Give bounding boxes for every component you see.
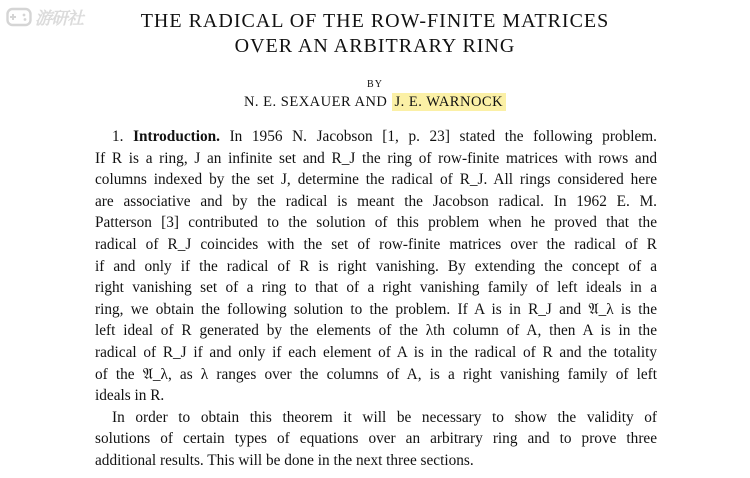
paragraph2-line-3: additional results. This will be done in the next three sections. (95, 451, 474, 469)
paragraph1-line-3: columns indexed by the set J, determine the radical of R_J. All rings considered here (95, 171, 657, 189)
paragraph2-line-1: In order to obtain this theorem it will be necessary to show the validity of (112, 408, 657, 426)
paragraph1-line-5: Patterson [3] contributed to the solution of this problem when he proved that the (95, 214, 657, 232)
paragraph1-line-8: right vanishing set of a ring to that of a right vanishing family of left ideals in a (95, 279, 657, 297)
paragraph1-line-1: In 1956 N. Jacobson [1, p. 23] stated the following problem. (229, 128, 657, 145)
paragraph2-line-2: solutions of certain types of equations over an arbitrary ring and to prove three (95, 430, 657, 448)
title-line-2: OVER AN ARBITRARY RING (234, 35, 516, 57)
section-number: 1. (112, 128, 124, 145)
paragraph-line (95, 126, 657, 148)
title-line-1: THE RADICAL OF THE ROW-FINITE MATRICES (140, 10, 610, 32)
by-label: BY (367, 79, 383, 90)
paragraph1-line-13: ideals in R. (95, 387, 165, 405)
paragraph1-line-4: are associative and by the radical is meant the Jacobson radical. In 1962 E. M. (95, 192, 657, 210)
paragraph1-line-12: of the 𝔄_λ, as λ ranges over the columns of A, is a right vanishing family of left (95, 365, 657, 383)
paragraph1-line-7: if and only if the radical of R is right vanishing. By extending the concept of a (95, 257, 657, 275)
section-heading: Introduction. (133, 128, 220, 145)
introduction-section (95, 126, 657, 472)
author-second-highlighted: J. E. WARNOCK (392, 93, 507, 111)
paragraph1-line-10: left ideal of R generated by the elements of the λth column of A, then A is in the (95, 322, 657, 340)
paragraph1-line-2: If R is a ring, J an infinite set and R_J the ring of row-finite matrices with rows and (95, 149, 657, 167)
paragraph1-line-9: ring, we obtain the following solution to the problem. If A is in R_J and 𝔄_λ is the (95, 300, 657, 318)
watermark-text: 游研社 (35, 9, 83, 29)
paragraph1-line-6: radical of R_J coincides with the set of row-finite matrices over the radical of R (95, 235, 657, 253)
paragraph1-line-11: radical of R_J if and only if each element of A is in the radical of R and the totality (95, 343, 657, 361)
authors (0, 92, 750, 112)
author-conjunction: AND (354, 94, 388, 110)
author-first: N. E. SEXAUER (243, 94, 352, 110)
